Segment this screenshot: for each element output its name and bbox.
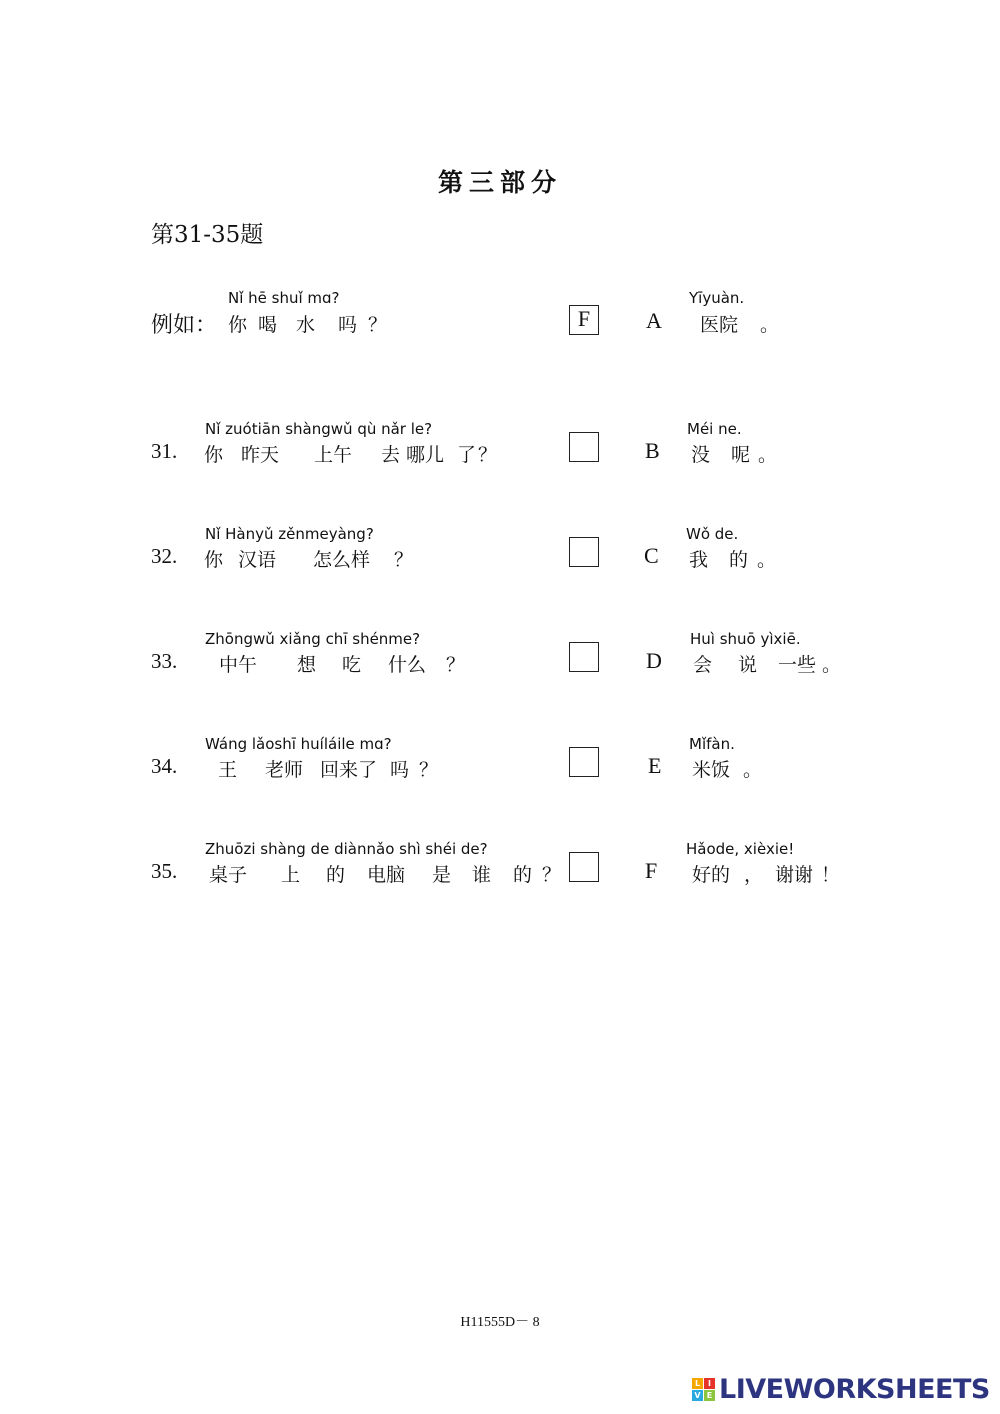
option-pinyin: Méi ne. [687, 420, 742, 438]
example-prefix: 例如： [151, 313, 218, 338]
logo-text: LIVEWORKSHEETS [719, 1374, 990, 1405]
answer-box-35[interactable] [569, 852, 599, 882]
logo-mark-letter: V [692, 1390, 703, 1401]
example-char: 吗 [338, 314, 358, 336]
liveworksheets-logo[interactable] [692, 1374, 990, 1405]
answer-box-34[interactable] [569, 747, 599, 777]
question-char: 的 [513, 864, 533, 886]
option-char: 。 [757, 549, 777, 571]
question-number: 35. [151, 859, 178, 883]
question-char: 吃 [342, 654, 362, 676]
option-char: ， [744, 864, 764, 886]
option-pinyin: Yīyuàn. [689, 289, 745, 307]
option-char: 呢 [731, 444, 751, 466]
option-char: 医院 [700, 314, 739, 336]
question-char: ？ [478, 444, 498, 466]
option-char: 。 [758, 444, 778, 466]
question-char: 哪儿 [406, 444, 445, 466]
question-char: 王 [218, 759, 238, 781]
question-char: 昨天 [241, 444, 280, 466]
question-char: 是 [432, 864, 452, 886]
option-char: 会 [693, 654, 713, 676]
question-char: 回来了 [320, 759, 378, 781]
option-char: 的 [729, 549, 749, 571]
question-pinyin: Nǐ Hànyǔ zěnmeyàng? [205, 525, 374, 543]
question-char: 老师 [265, 759, 304, 781]
question-pinyin: Zhuōzi shàng de diànnǎo shì shéi de? [205, 840, 488, 858]
option-pinyin: Mǐfàn. [689, 735, 735, 753]
answer-box-31[interactable] [569, 432, 599, 462]
question-number: 33. [151, 649, 178, 673]
option-char: ！ [821, 864, 841, 886]
question-pinyin: Nǐ zuótiān shàngwǔ qù nǎr le? [205, 420, 433, 438]
option-char: 。 [760, 314, 780, 336]
option-char: 米饭 [692, 759, 731, 781]
logo-mark-letter: L [692, 1378, 703, 1389]
option-pinyin: Huì shuō yìxiē. [690, 630, 801, 648]
question-char: 电脑 [367, 864, 406, 886]
example-char: 水 [296, 314, 316, 336]
option-letter: D [646, 648, 662, 673]
example-answer-box: F [569, 305, 599, 335]
question-pinyin: Wáng lǎoshī huíláile mɑ? [205, 735, 392, 753]
question-char: 怎么样 [313, 549, 371, 571]
question-number: 31. [151, 439, 178, 463]
option-pinyin: Wǒ de. [686, 525, 739, 543]
question-char: 去 [381, 444, 401, 466]
question-char: 桌子 [209, 864, 248, 886]
option-char: 说 [738, 654, 758, 676]
option-letter: B [645, 438, 660, 463]
logo-mark-letter: I [704, 1378, 715, 1389]
question-char: ？ [446, 654, 466, 676]
question-char: ？ [419, 759, 439, 781]
question-pinyin: Zhōngwǔ xiǎng chī shénme? [205, 630, 421, 648]
option-char: 谢谢 [775, 864, 814, 886]
example-char: 你 [228, 314, 248, 336]
question-char: ？ [394, 549, 414, 571]
question-char: 上午 [314, 444, 353, 466]
question-char: 吗 [390, 759, 410, 781]
example-pinyin: Nǐ hē shuǐ mɑ? [228, 289, 340, 307]
option-char: 我 [689, 549, 709, 571]
option-letter: F [645, 858, 658, 883]
option-letter: E [648, 753, 662, 778]
option-char: 没 [691, 444, 711, 466]
liveworksheets-logo-icon [692, 1378, 715, 1401]
question-char: 你 [204, 549, 224, 571]
answer-box-33[interactable] [569, 642, 599, 672]
question-char: 想 [297, 654, 317, 676]
example-char: 喝 [258, 314, 278, 336]
option-char: 。 [743, 759, 763, 781]
question-char: 的 [326, 864, 346, 886]
option-char: 好的 [692, 864, 731, 886]
option-char: 。 [822, 654, 842, 676]
question-char: 你 [204, 444, 224, 466]
logo-mark-letter: E [704, 1390, 715, 1401]
question-char: 了 [457, 444, 477, 466]
question-char: 什么 [388, 654, 427, 676]
option-char: 一些 [778, 654, 817, 676]
question-number: 34. [151, 754, 178, 778]
answer-box-32[interactable] [569, 537, 599, 567]
option-pinyin: Hǎode, xièxie! [686, 840, 795, 858]
question-char: 谁 [472, 864, 492, 886]
page-footer-code: H11555D－ 8 [460, 1315, 540, 1330]
question-char: 上 [281, 864, 301, 886]
option-letter: A [646, 308, 662, 333]
question-range-subtitle: 第31-35题 [151, 222, 264, 248]
question-char: 汉语 [238, 549, 277, 571]
question-number: 32. [151, 544, 178, 568]
question-char: 中午 [219, 654, 258, 676]
section-title: 第三部分 [437, 168, 562, 197]
option-letter: C [644, 543, 659, 568]
question-char: ？ [542, 864, 562, 886]
example-char: ？ [368, 314, 388, 336]
